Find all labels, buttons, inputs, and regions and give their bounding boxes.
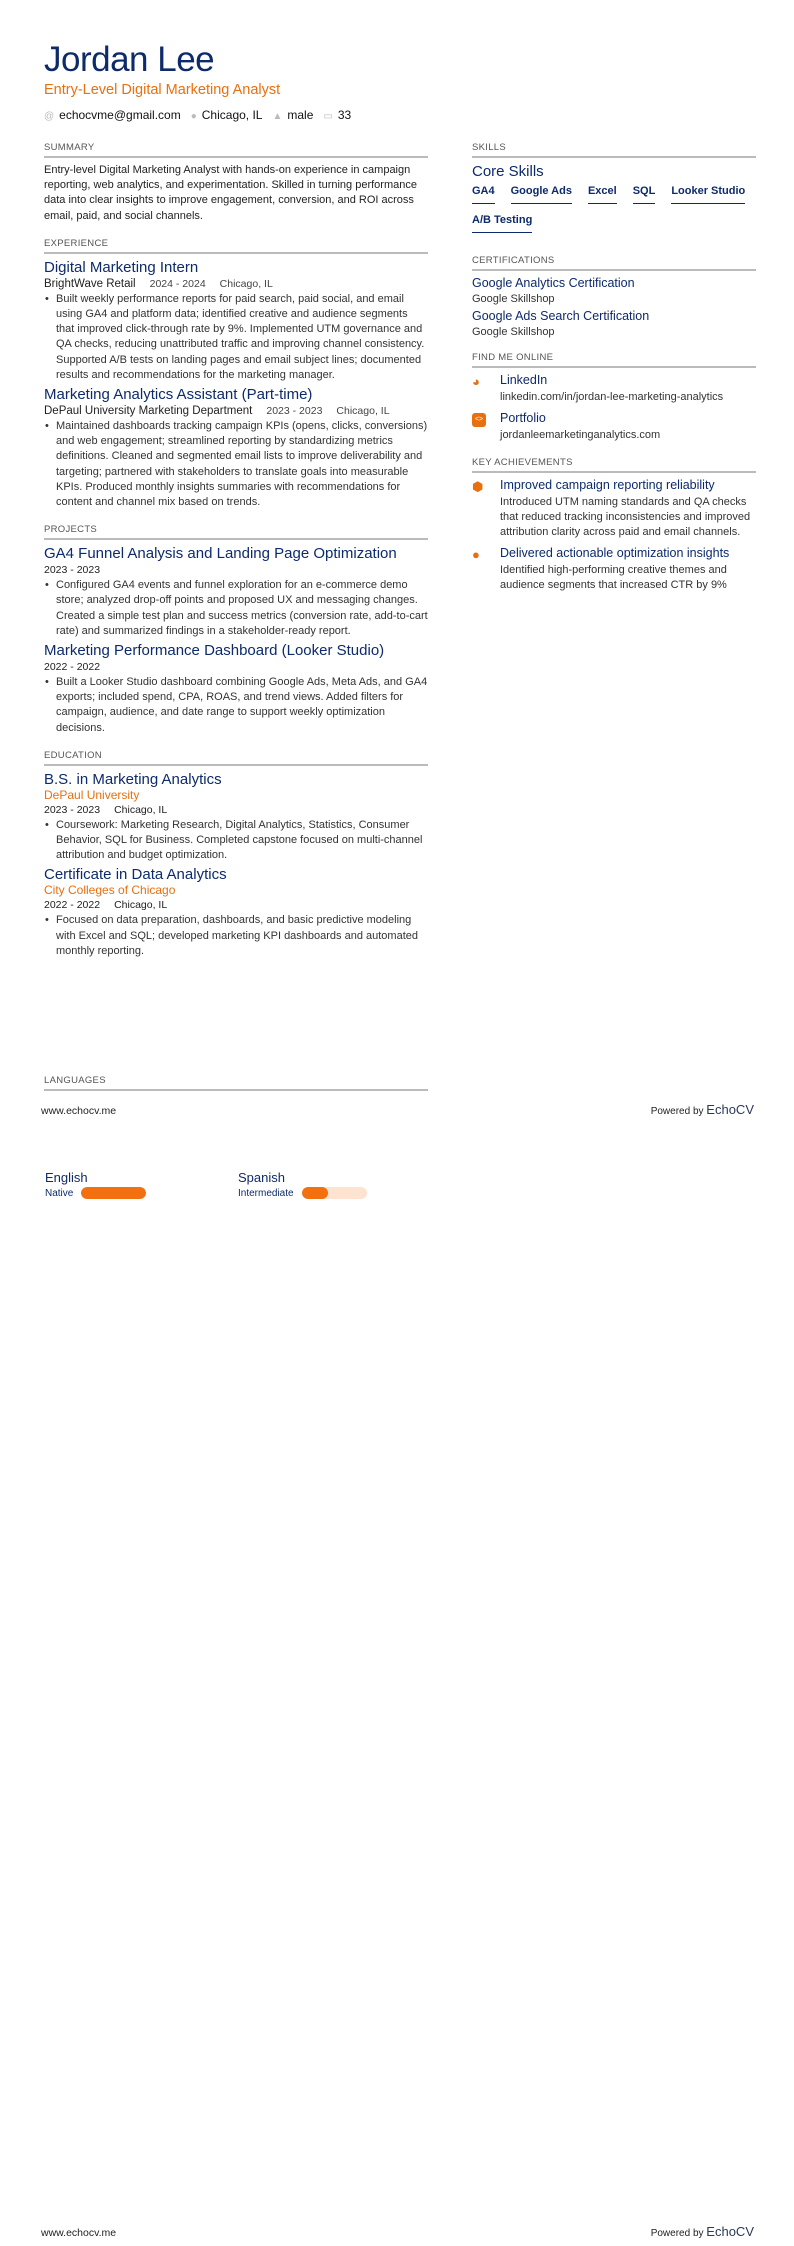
dates: 2022 - 2022	[44, 899, 101, 912]
project-title: GA4 Funnel Analysis and Landing Page Optimization	[44, 545, 397, 563]
footer-site[interactable]: www.echocv.me	[41, 1105, 117, 1117]
footer-powered	[651, 2224, 754, 2239]
online-link-portfolio[interactable]	[472, 411, 756, 443]
company: BrightWave Retail	[44, 277, 136, 290]
proficiency-fill	[302, 1187, 328, 1199]
section-heading: SUMMARY	[44, 142, 428, 158]
achievement-title: Delivered actionable optimization insights	[500, 546, 730, 560]
dates: 2023 - 2023	[44, 803, 101, 816]
dates: 2022 - 2022	[44, 661, 101, 674]
language-level: Intermediate	[238, 1187, 294, 1199]
bullet: • Coursework: Marketing Research, Digital Analytics, Statistics, Consumer Behavior, SQL for Business. Completed capstone focused on multi-channel attribution and budget optimization.	[44, 818, 428, 864]
calendar-icon: ▭	[323, 111, 333, 122]
section-heading: EDUCATION	[44, 750, 428, 766]
experience-item	[44, 386, 428, 510]
position-title: Digital Marketing Intern	[44, 258, 199, 276]
section-heading: LANGUAGES	[44, 1075, 428, 1091]
school: City Colleges of Chicago	[44, 883, 176, 898]
project-item	[44, 642, 428, 736]
dates: 2023 - 2023	[44, 564, 101, 577]
bullet: • Configured GA4 events and funnel exploration for an e-commerce demo store; analyzed drop-off points and proposed UX and messaging changes. Created a simple test plan and success metrics (conversion rate, add-to-cart rate) and summarized findings in a stakeholder-ready report.	[44, 578, 428, 639]
contact-email: @ echocvme@gmail.com	[44, 108, 181, 122]
skill-tag: Excel	[588, 183, 617, 204]
chat-icon: ●	[472, 547, 480, 562]
bullet: • Built a Looker Studio dashboard combining Google Ads, Meta Ads, and GA4 exports; included spend, CPA, ROAS, and trend views. Added filters for campaign, audience, and date range to support weekly optimization decisions.	[44, 675, 428, 736]
location: Chicago, IL	[114, 803, 168, 816]
link-url[interactable]: jordanleemarketinganalytics.com	[500, 429, 661, 441]
education-item	[44, 771, 428, 864]
linkedin-icon: ◕	[472, 374, 480, 389]
language-level: Native	[45, 1187, 74, 1199]
proficiency-fill	[81, 1187, 146, 1199]
achievement-text: Identified high-performing creative themes and audience segments that increased CTR by 9%	[500, 564, 727, 591]
experience-section	[44, 238, 428, 510]
education-item	[44, 866, 428, 959]
education-section	[44, 750, 428, 959]
location: Chicago, IL	[219, 277, 273, 290]
skills-section	[472, 142, 756, 241]
online-link-linkedin[interactable]	[472, 373, 756, 405]
footer-powered	[651, 1102, 754, 1117]
certification-issuer: Google Skillshop	[472, 293, 555, 305]
skill-tag: GA4	[472, 183, 495, 204]
languages-section	[44, 1075, 428, 1096]
link-label[interactable]: Portfolio	[500, 411, 546, 425]
experience-item	[44, 259, 428, 383]
section-heading: PROJECTS	[44, 524, 428, 540]
section-heading: EXPERIENCE	[44, 238, 428, 254]
candidate-name: Jordan Lee	[44, 40, 215, 79]
position-title: Marketing Analytics Assistant (Part-time)	[44, 386, 313, 404]
dates: 2023 - 2023	[266, 405, 323, 418]
language-name: Spanish	[238, 1170, 285, 1185]
achievements-section	[472, 457, 756, 593]
location: Chicago, IL	[114, 899, 168, 912]
projects-section	[44, 524, 428, 736]
skill-tag: SQL	[633, 183, 656, 204]
job-title: Entry-Level Digital Marketing Analyst	[44, 82, 281, 98]
certification-name: Google Ads Search Certification	[472, 309, 650, 323]
certification-name: Google Analytics Certification	[472, 276, 635, 290]
language-item	[238, 1170, 367, 1199]
person-icon: ▲	[272, 111, 283, 122]
company: DePaul University Marketing Department	[44, 405, 253, 418]
skill-tag: Google Ads	[511, 183, 572, 204]
at-icon: @	[44, 111, 55, 122]
degree: B.S. in Marketing Analytics	[44, 770, 222, 788]
skill-tag: Looker Studio	[671, 183, 745, 204]
link-label[interactable]: LinkedIn	[500, 373, 548, 387]
school: DePaul University	[44, 787, 140, 802]
bullet: • Built weekly performance reports for paid search, paid social, and email using GA4 and platform data; identified creative and audience segments that improved click-through rate by 9%. Implemented UTM governance and QA checks, reducing unattributed traffic and improving channel consistency. Supported A/B tests on landing pages and email subject lines; documented results and recommendations for the marketing manager.	[44, 292, 428, 383]
contact-gender: ▲ male	[272, 108, 314, 122]
section-heading: KEY ACHIEVEMENTS	[472, 457, 756, 473]
skill-group-title: Core Skills	[472, 163, 544, 180]
contact-age: ▭ 33	[323, 108, 352, 122]
project-item	[44, 545, 428, 639]
summary-section	[44, 142, 428, 224]
powered-label: Powered by	[650, 1106, 704, 1117]
portfolio-icon: <>	[472, 413, 486, 427]
skill-tags	[472, 183, 756, 241]
contact-row	[44, 108, 351, 122]
cube-icon: ⬢	[472, 479, 484, 494]
contact-location: ● Chicago, IL	[190, 108, 263, 122]
right-column	[472, 142, 756, 607]
location-icon: ●	[190, 111, 197, 122]
left-column	[44, 142, 428, 973]
brand-logo: EchoCV	[706, 2224, 754, 2239]
proficiency-bar	[81, 1187, 146, 1199]
achievement-title: Improved campaign reporting reliability	[500, 478, 715, 492]
section-heading: SKILLS	[472, 142, 756, 158]
proficiency-bar	[302, 1187, 367, 1199]
achievement-item	[472, 478, 756, 540]
link-url[interactable]: linkedin.com/in/jordan-lee-marketing-analytics	[500, 391, 724, 403]
achievement-item	[472, 546, 756, 593]
project-title: Marketing Performance Dashboard (Looker Studio)	[44, 642, 385, 660]
achievement-text: Introduced UTM naming standards and QA checks that reduced tracking inconsistencies and improved attribution clarity across paid and email channels.	[500, 496, 751, 538]
location: Chicago, IL	[336, 405, 390, 418]
bullet: • Focused on data preparation, dashboards, and basic predictive modeling with Excel and SQL; developed marketing KPI dashboards and automated monthly reporting.	[44, 913, 428, 959]
section-heading: CERTIFICATIONS	[472, 255, 756, 271]
language-name: English	[45, 1170, 88, 1185]
skill-tag: A/B Testing	[472, 212, 532, 233]
section-heading: FIND ME ONLINE	[472, 352, 756, 368]
dates: 2024 - 2024	[149, 277, 206, 290]
degree: Certificate in Data Analytics	[44, 866, 227, 884]
brand-logo: EchoCV	[706, 1102, 754, 1117]
footer-site[interactable]: www.echocv.me	[41, 2227, 117, 2239]
certification-issuer: Google Skillshop	[472, 326, 555, 338]
bullet: • Maintained dashboards tracking campaign KPIs (opens, clicks, conversions) and web engagement; streamlined reporting by standardizing metrics definitions. Cleaned and segmented email lists to improve deliverability and targeting; partnered with stakeholders to translate goals into measurable KPIs. Produced monthly insights summaries with recommendations for content and channel mix based on trends.	[44, 419, 428, 510]
language-item	[45, 1170, 146, 1199]
summary-text: Entry-level Digital Marketing Analyst with hands-on experience in campaign reporting, web analytics, and experimentation. Skilled in turning performance data into clear insights to improve engagement, conversion, and ROI across email, paid, and social channels.	[44, 164, 417, 222]
online-section	[472, 352, 756, 443]
certifications-section	[472, 255, 756, 338]
powered-label: Powered by	[650, 2228, 704, 2239]
